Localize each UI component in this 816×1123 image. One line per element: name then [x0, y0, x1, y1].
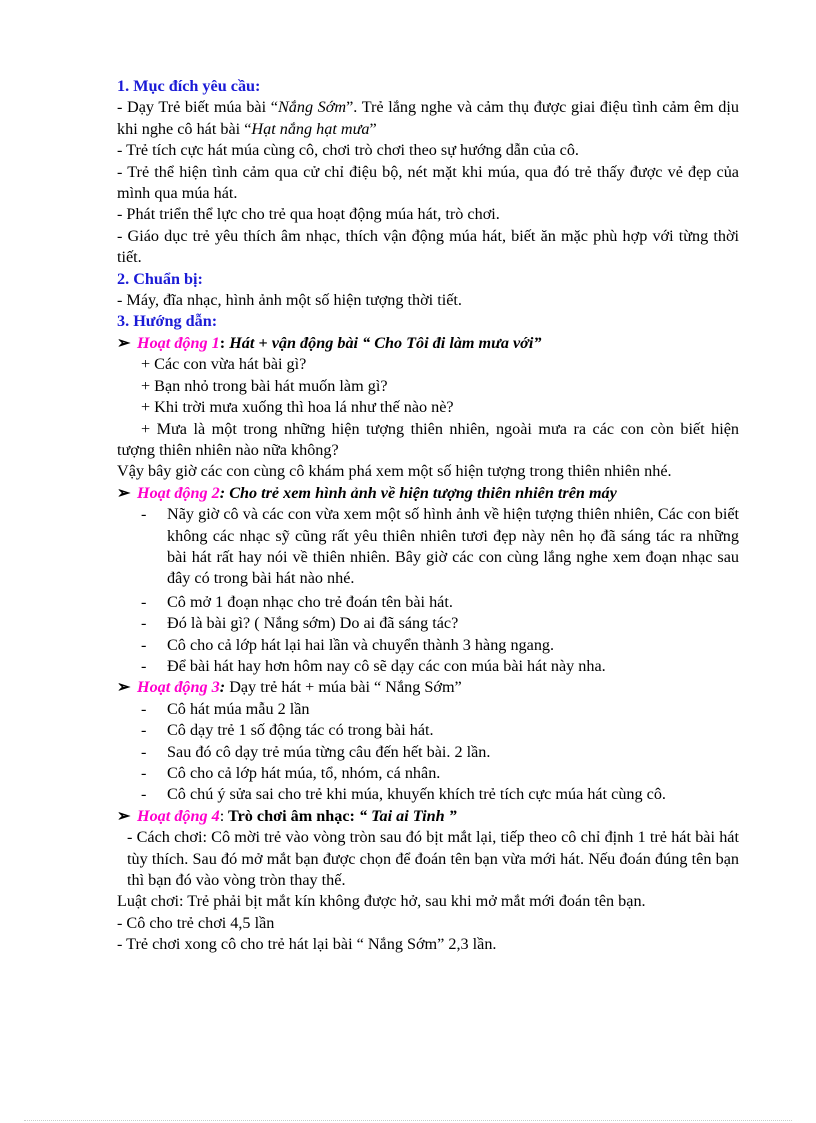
activity-3-heading [117, 677, 739, 698]
dash-bullet: - [141, 764, 147, 782]
arrow-bullet-icon: ➢ [117, 678, 131, 697]
activity-2-text: Cho trẻ xem hình ảnh về hiện tượng thiên nhiên trên máy [225, 483, 617, 502]
game-line-a: - Cô cho trẻ chơi 4,5 lần [117, 913, 275, 932]
song-name-hat-nang: Hạt nắng hạt mưa [251, 119, 370, 138]
activity-2-item [117, 635, 739, 656]
song-name-nang-som: Nắng Sớm [277, 98, 347, 117]
activity-2-item-text: Cô mở 1 đoạn nhạc cho trẻ đoán tên bài hát. [167, 592, 453, 611]
activity-1-item: + Bạn nhỏ trong bài hát muốn làm gì? [141, 376, 388, 395]
arrow-bullet-icon: ➢ [117, 806, 131, 825]
dash-bullet: - [141, 785, 147, 804]
dash-bullet: - [141, 721, 147, 740]
dash-bullet: - [141, 592, 147, 611]
activity-3-item [117, 763, 739, 784]
page-bottom-divider [24, 1120, 792, 1121]
goal-line-3: - Trẻ thể hiện tình cảm qua cử chỉ điệu bộ, nét mặt khi múa, qua đó trẻ thấy được vẻ đẹp của mình qua múa hát. [117, 162, 739, 203]
goal-line-5: - Giáo dục trẻ yêu thích âm nhạc, thích vận động múa hát, biết ăn mặc phù hợp với từng thời tiết. [117, 226, 739, 267]
goal-line-2: - Trẻ tích cực hát múa cùng cô, chơi trò chơi theo sự hướng dẫn của cô. [117, 141, 579, 160]
activity-1-sep: : [219, 333, 226, 352]
arrow-bullet-icon: ➢ [117, 333, 131, 352]
goal-line-4: - Phát triển thể lực cho trẻ qua hoạt động múa hát, trò chơi. [117, 205, 500, 224]
document-page [117, 76, 739, 956]
activity-3-item [117, 784, 739, 805]
activity-1-text: Hát + vận động bài “ Cho Tôi đi làm mưa với” [225, 333, 542, 352]
activity-3-item [117, 699, 739, 720]
activity-2-item-text: Nãy giờ cô và các con vừa xem một số hình ảnh về hiện tượng thiên nhiên, Các con biết không các nhạc sỹ cũng rất yêu thiên nhiên tươi đẹp này nên họ đã sáng tác ra những bài hát rất hay nói về thiên nhiên. Bây giờ các con cùng lắng nghe xem đoạn nhạc sau đây có trong bài hát nào nhé. [167, 505, 739, 588]
game-name: “ Tai ai Tinh ” [358, 806, 457, 825]
activity-4-heading [117, 806, 739, 827]
goal-line-1-a: - Dạy Trẻ biết múa bài “ [117, 98, 278, 117]
activity-4-text: Trò chơi âm nhạc: [224, 806, 359, 825]
activity-3-item [117, 742, 739, 763]
activity-3-item [117, 720, 739, 741]
activity-3-sep: : [219, 678, 226, 697]
activity-2-heading [117, 483, 739, 504]
prep-line-1: - Máy, đĩa nhạc, hình ảnh một số hiện tượng thời tiết. [117, 291, 462, 310]
game-line-b: - Trẻ chơi xong cô cho trẻ hát lại bài “ Nắng Sớm” 2,3 lần. [117, 935, 497, 954]
activity-3-item-text: Cô hát múa mẫu 2 lần [167, 699, 310, 718]
arrow-bullet-icon: ➢ [117, 483, 131, 502]
activity-2-item-text: Để bài hát hay hơn hôm nay cô sẽ dạy các con múa bài hát này nha. [167, 656, 606, 675]
goal-line-1-b: ”. Trẻ lắng nghe và cảm thụ được giai điệu tình cảm êm dịu khi nghe cô hát bài “ [117, 98, 739, 138]
activity-1-name: Hoạt động 1 [137, 333, 220, 352]
activity-1-heading [117, 333, 739, 354]
activity-3-item-text: Cô cho cả lớp hát múa, tổ, nhóm, cá nhân. [167, 764, 441, 782]
goal-line-1 [117, 97, 739, 140]
activity-2-item [117, 613, 739, 634]
section-2-title: 2. Chuẩn bị: [117, 269, 203, 288]
game-rules: Luật chơi: Trẻ phải bịt mắt kín không được hở, sau khi mở mắt mới đoán tên bạn. [117, 892, 646, 911]
section-1-title: 1. Mục đích yêu cầu: [117, 77, 261, 95]
activity-1-item: + Khi trời mưa xuống thì hoa lá như thế nào nè? [141, 398, 454, 417]
activity-2-item-text: Đó là bài gì? ( Nắng sớm) Do ai đã sáng tác? [167, 614, 459, 633]
game-how-to-play: - Cách chơi: Cô mời trẻ vào vòng tròn sau đó bịt mắt lại, tiếp theo cô chỉ định 1 trẻ hát bài hát tùy thích. Sau đó mở mắt bạn được chọn để đoán tên bạn vừa mới hát. Nếu đoán đúng tên bạn thì bạn đó vào vòng tròn thay thế. [127, 828, 739, 890]
activity-2-item [117, 592, 739, 613]
dash-bullet: - [141, 505, 147, 524]
dash-bullet: - [141, 699, 147, 718]
activity-1-item: + Các con vừa hát bài gì? [141, 355, 307, 374]
section-3-title: 3. Hướng dẫn: [117, 312, 218, 331]
activity-2-sep: : [219, 483, 226, 502]
activity-2-name: Hoạt động 2 [137, 483, 220, 502]
activity-2-item-text: Cô cho cả lớp hát lại hai lần và chuyển thành 3 hàng ngang. [167, 635, 555, 654]
activity-2-item [117, 504, 739, 590]
activity-3-text: Dạy trẻ hát + múa bài “ Nắng Sớm” [225, 678, 462, 697]
activity-1-after: Vậy bây giờ các con cùng cô khám phá xem một số hiện tượng trong thiên nhiên nhé. [117, 462, 672, 481]
activity-1-item: + Mưa là một trong những hiện tượng thiên nhiên, ngoài mưa ra các con còn biết hiện tượng thiên nhiên nào nữa không? [117, 419, 739, 459]
dash-bullet: - [141, 635, 147, 654]
activity-2-item [117, 656, 739, 677]
activity-3-item-text: Cô chú ý sửa sai cho trẻ khi múa, khuyến khích trẻ tích cực múa hát cùng cô. [167, 785, 666, 804]
goal-line-1-c: ” [369, 119, 377, 138]
activity-4-sep: : [219, 806, 225, 825]
dash-bullet: - [141, 742, 147, 761]
activity-4-name: Hoạt động 4 [137, 806, 220, 825]
activity-3-name: Hoạt động 3 [137, 678, 220, 697]
dash-bullet: - [141, 656, 147, 675]
activity-3-item-text: Cô dạy trẻ 1 số động tác có trong bài hát. [167, 721, 434, 740]
activity-3-item-text: Sau đó cô dạy trẻ múa từng câu đến hết bài. 2 lần. [167, 742, 491, 761]
dash-bullet: - [141, 614, 147, 633]
